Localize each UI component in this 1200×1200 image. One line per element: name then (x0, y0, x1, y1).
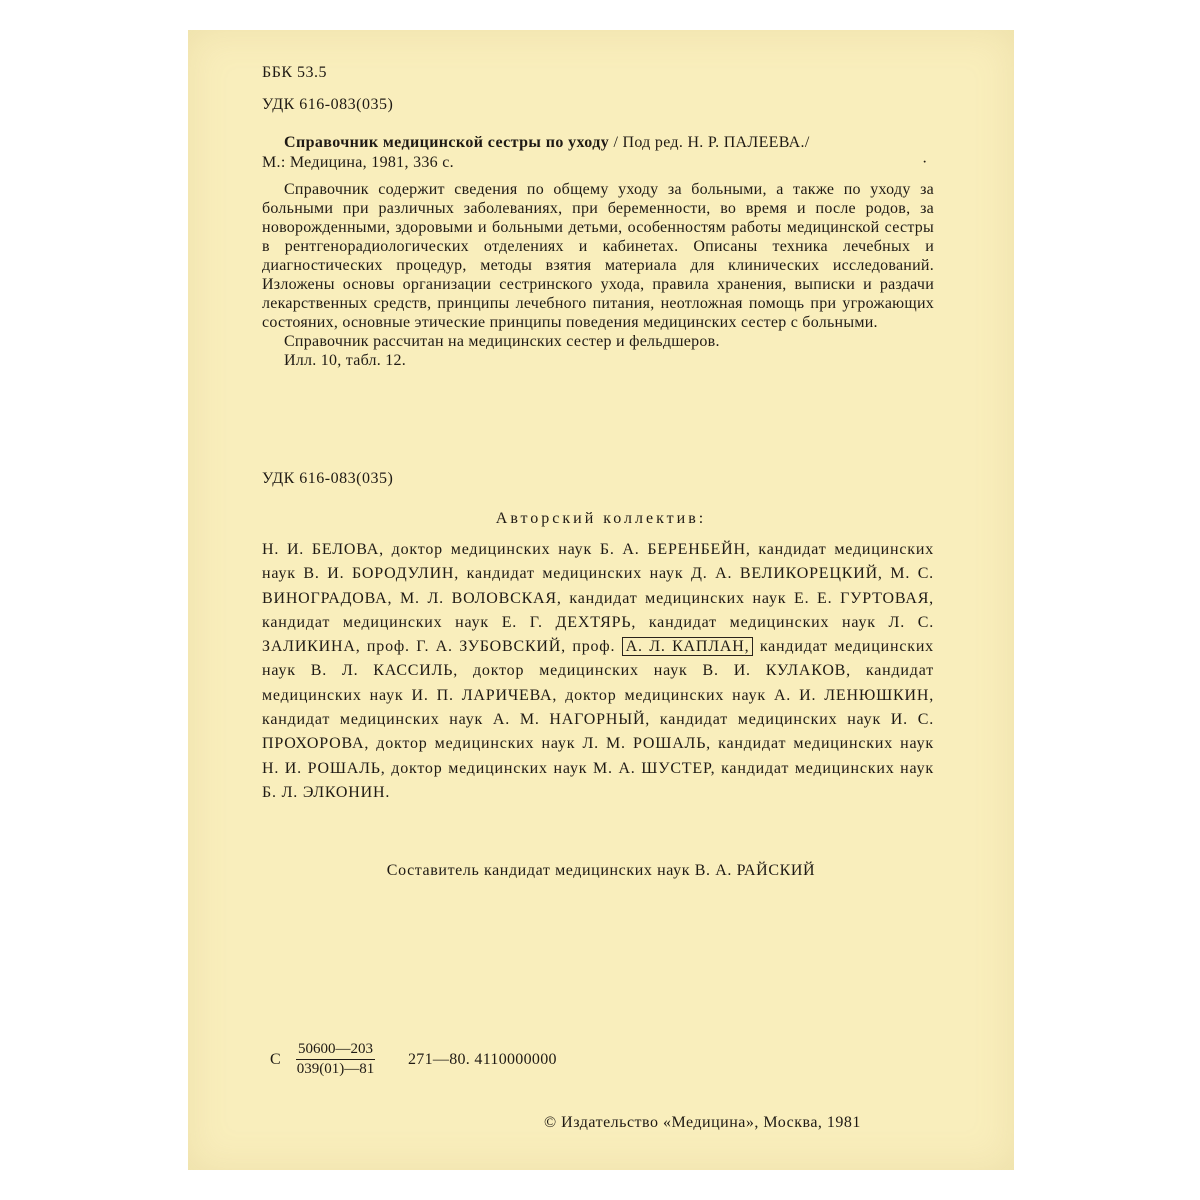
compiler-line: Составитель кандидат медицинских наук В. А. РАЙСКИЙ (386, 862, 816, 879)
audience-paragraph: Справочник рассчитан на медицинских сестер и фельдшеров. (284, 333, 720, 350)
boxed-author-name: А. Л. КАПЛАН, (622, 637, 754, 656)
book-editor: / Под ред. Н. Р. ПАЛЕЕВА./ (609, 134, 810, 151)
abstract-paragraph: Справочник содержит сведения по общему уходу за больными, а также по уходу за больными при различных заболеваниях, при беременности, во время и после родов, за новорожденными, здоровыми и больными детьми, особенностям работы медицинской сестры в рентгенорадиологических отделениях и кабинетах. Описаны техника лечебных и диагностических процедур, методы взятия материала для клинических исследований. Изложены основы организации сестринского ухода, правила хранения, выписки и раздачи лекарственных средств, принципы лечебного питания, неотложная помощь при угрожающих состояних, основные этические принципы поведения медицинских сестер с больными. (262, 181, 934, 331)
index-numerator: 50600—203 (296, 1040, 375, 1060)
bbk-code: ББК 53.5 (262, 64, 328, 81)
copyright-line: © Издательство «Медицина», Москва, 1981 (544, 1114, 861, 1131)
index-fraction (296, 1040, 375, 1079)
index-letter: С (270, 1051, 281, 1068)
udk-code-bottom: УДК 616-083(035) (262, 470, 394, 487)
abstract (262, 180, 934, 370)
book-imprint: М.: Медицина, 1981, 336 с. (262, 154, 454, 171)
index-denominator: 039(01)—81 (296, 1061, 375, 1077)
authors-part-1: Н. И. БЕЛОВА, доктор медицинских наук Б. А. БЕРЕНБЕЙН, кандидат медицинских наук В. И. БОРОДУЛИН, кандидат медицинских наук Д. А. ВЕЛИКОРЕЦКИЙ, М. С. ВИНОГРАДОВА, М. Л. ВОЛОВСКАЯ, кандидат медицинских наук Е. Е. ГУРТОВАЯ, кандидат медицинских наук Е. Г. ДЕХТЯРЬ, кандидат медицинских наук Л. С. ЗАЛИКИНА, проф. Г. А. ЗУБОВСКИЙ, проф. (262, 541, 934, 656)
stray-dot: · (922, 154, 928, 171)
authors-heading: Авторский коллектив: (495, 510, 707, 527)
book-title: Справочник медицинской сестры по уходу (284, 134, 610, 151)
udk-code-top: УДК 616-083(035) (262, 96, 394, 113)
illustrations-line: Илл. 10, табл. 12. (284, 352, 407, 369)
book-page (188, 30, 1014, 1170)
authors-list (262, 538, 934, 805)
index-number: 271—80. 4110000000 (408, 1051, 557, 1068)
authors-part-2: кандидат медицинских наук В. Л. КАССИЛЬ, доктор медицинских наук В. И. КУЛАКОВ, кандидат медицинских наук И. П. ЛАРИЧЕВА, доктор медицинских наук А. И. ЛЕНЮШКИН, кандидат медицинских наук А. М. НАГОРНЫЙ, кандидат медицинских наук И. С. ПРОХОРОВА, доктор медицинских наук Л. М. РОШАЛЬ, кандидат медицинских наук Н. И. РОШАЛЬ, доктор медицинских наук М. А. ШУСТЕР, кандидат медицинских наук Б. Л. ЭЛКОНИН. (262, 638, 934, 801)
bibliographic-entry (284, 134, 934, 152)
